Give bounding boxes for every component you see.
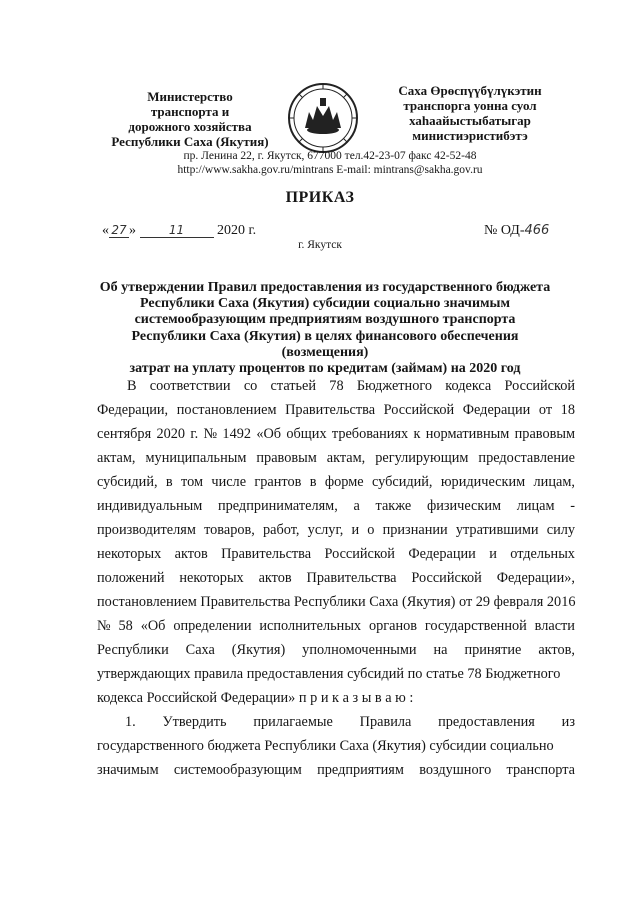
word: сентября — [97, 426, 152, 442]
word: требованиях — [331, 426, 409, 442]
date-year: 2020 г. — [217, 223, 257, 238]
word: производителям — [97, 522, 196, 538]
word: 78 — [329, 378, 344, 394]
body-line-1 — [127, 378, 575, 394]
word: системообразующим — [173, 762, 302, 778]
body-line-11 — [97, 618, 575, 634]
word: постановлением — [176, 402, 277, 418]
word: актов — [174, 546, 208, 562]
word: нормативным — [425, 426, 510, 442]
word: Российской — [411, 570, 482, 586]
body-line-4 — [97, 450, 575, 466]
word: со — [243, 378, 258, 394]
word: лицам — [516, 498, 555, 514]
word: Федерации — [462, 402, 531, 418]
word: отдельных — [510, 546, 575, 562]
word: уполномоченными — [302, 642, 417, 658]
word: юридическим — [440, 474, 526, 490]
word: «Об — [256, 426, 282, 442]
word: правовым — [256, 450, 317, 466]
word: в — [309, 474, 317, 490]
body-line-9 — [97, 570, 575, 586]
word: кодекса — [445, 378, 492, 394]
word: прилагаемые — [253, 714, 333, 730]
word: Саха — [185, 642, 215, 658]
document-title: ПРИКАЗ — [285, 189, 355, 206]
word: Утвердить — [162, 714, 227, 730]
coat-of-arms-icon — [287, 82, 359, 154]
word: грантов — [254, 474, 302, 490]
contacts-line: http://www.sakha.gov.ru/mintrans E-mail: mintrans@sakha.gov.ru — [177, 164, 483, 176]
order-subject — [90, 280, 560, 377]
body-line-17 — [97, 762, 575, 778]
order-city: г. Якутск — [298, 239, 342, 251]
word: Федерации», — [496, 570, 575, 586]
date-quote-open: « — [102, 223, 109, 238]
word: некоторых — [179, 570, 244, 586]
order-number — [484, 223, 549, 239]
ministry-name-line: Министерство — [147, 89, 233, 104]
word: актам, — [97, 450, 136, 466]
word: а — [353, 498, 360, 514]
word: физическим — [426, 498, 502, 514]
ministry-name-yakut — [385, 83, 555, 143]
body-line-3 — [97, 426, 575, 442]
body-line-5 — [97, 474, 575, 490]
word: Правительства — [285, 402, 376, 418]
subject-line: Республики Саха (Якутия) субсидии социально значимым — [139, 296, 511, 312]
word: Правила — [359, 714, 412, 730]
ministry-name-line: транспорга уонна суол — [403, 98, 537, 113]
body-line-10: постановлением Правительства Республики Саха (Якутия) от 29 февраля 2016 — [97, 594, 576, 610]
word: Правительства — [221, 546, 312, 562]
word: силу — [546, 522, 575, 538]
word: «Об — [140, 618, 166, 634]
word: услуг, — [307, 522, 344, 538]
word: регулирующим — [375, 450, 469, 466]
word: некоторых — [97, 546, 162, 562]
word: общих — [286, 426, 327, 442]
body-line-16: государственного бюджета Республики Саха (Якутия) субсидии социально — [97, 738, 554, 754]
word: В — [127, 378, 137, 394]
ministry-name-russian — [105, 89, 275, 149]
date-quote-close: » — [129, 223, 136, 238]
word: к — [413, 426, 421, 442]
word: Федерации, — [97, 402, 169, 418]
word: 2020 — [156, 426, 186, 442]
word: исполнительных — [259, 618, 362, 634]
word: Российской — [324, 546, 395, 562]
word: государственной — [424, 618, 527, 634]
body-line-7 — [97, 522, 575, 538]
ministry-name-line: министиэристибэтэ — [412, 128, 528, 143]
word: предоставления — [438, 714, 535, 730]
word: том — [181, 474, 204, 490]
subject-line: Республики Саха (Якутия) в целях финансового обеспечения (возмещения) — [131, 328, 519, 360]
word: о — [367, 522, 375, 538]
address-line: пр. Ленина 22, г. Якутск, 677000 тел.42-23-07 факс 42-52-48 — [183, 150, 477, 162]
word: власти — [534, 618, 575, 634]
order-number-prefix: № ОД- — [484, 223, 525, 238]
word: 18 — [560, 402, 575, 418]
word: воздушного — [419, 762, 492, 778]
word: 58 — [118, 618, 133, 634]
body-line-13: утверждающих правила предоставления субсидий по статье 78 Бюджетного — [97, 666, 561, 682]
word: индивидуальным — [97, 498, 203, 514]
word: субсидий, — [97, 474, 158, 490]
word: - — [570, 498, 575, 514]
ministry-name-line: хаһаайыстыбатыгар — [409, 113, 531, 128]
word: товаров, — [204, 522, 255, 538]
subject-line: затрат на уплату процентов по кредитам (займам) на 2020 год — [129, 361, 521, 377]
word: Республики — [97, 642, 169, 658]
body-line-14: кодекса Российской Федерации» п р и к а з ы в а ю : — [97, 690, 414, 706]
word: на — [433, 642, 448, 658]
word: актам, — [326, 450, 366, 466]
word: актов — [258, 570, 292, 586]
ministry-name-line: Республики Саха (Якутия) — [111, 134, 269, 149]
word: работ, — [263, 522, 300, 538]
word: органов — [368, 618, 418, 634]
word: в — [165, 474, 173, 490]
word: утратившими — [455, 522, 539, 538]
word: актов, — [538, 642, 575, 658]
word: № — [203, 426, 218, 442]
word: транспорта — [506, 762, 575, 778]
word: предпринимателям, — [217, 498, 338, 514]
word: также — [375, 498, 412, 514]
word: Федерации — [408, 546, 476, 562]
word: значимым — [97, 762, 159, 778]
ministry-name-line: дорожного хозяйства — [128, 119, 252, 134]
body-line-12 — [97, 642, 575, 658]
word: предоставление — [478, 450, 575, 466]
word: г. — [190, 426, 199, 442]
word: № — [97, 618, 111, 634]
word: лицам, — [533, 474, 575, 490]
subject-line: Об утверждении Правил предоставления из государственного бюджета — [99, 280, 551, 295]
word: положений — [97, 570, 165, 586]
word: Бюджетного — [356, 378, 433, 394]
body-line-2 — [97, 402, 575, 418]
word: субсидий, — [371, 474, 433, 490]
word: соответствии — [149, 378, 231, 394]
word: из — [561, 714, 575, 730]
word: (Якутия) — [231, 642, 286, 658]
word: Российской — [504, 378, 575, 394]
body-line-15 — [125, 714, 575, 730]
word: статьей — [270, 378, 317, 394]
word: от — [538, 402, 553, 418]
subject-line: системообразующим предприятиям воздушного транспорта — [134, 312, 516, 328]
word: числе — [211, 474, 247, 490]
ministry-name-line: транспорта и — [150, 104, 230, 119]
word: 1. — [125, 714, 136, 730]
word: правовым — [514, 426, 575, 442]
word: и — [489, 546, 497, 562]
order-number-value: 466 — [524, 223, 550, 238]
body-line-6 — [97, 498, 575, 514]
date-month: 11 — [140, 223, 214, 238]
word: признании — [382, 522, 448, 538]
word: 1492 — [222, 426, 252, 442]
ministry-name-line: Саха Өрөспүүбүлүкэтин — [398, 83, 542, 98]
word: предприятиям — [317, 762, 404, 778]
date-day: 27 — [109, 223, 129, 238]
body-line-8 — [97, 546, 575, 562]
word: муниципальным — [145, 450, 247, 466]
word: определении — [173, 618, 252, 634]
word: форме — [324, 474, 364, 490]
order-date — [102, 223, 256, 239]
word: Правительства — [306, 570, 397, 586]
word: принятие — [464, 642, 522, 658]
word: и — [351, 522, 360, 538]
word: Российской — [383, 402, 455, 418]
